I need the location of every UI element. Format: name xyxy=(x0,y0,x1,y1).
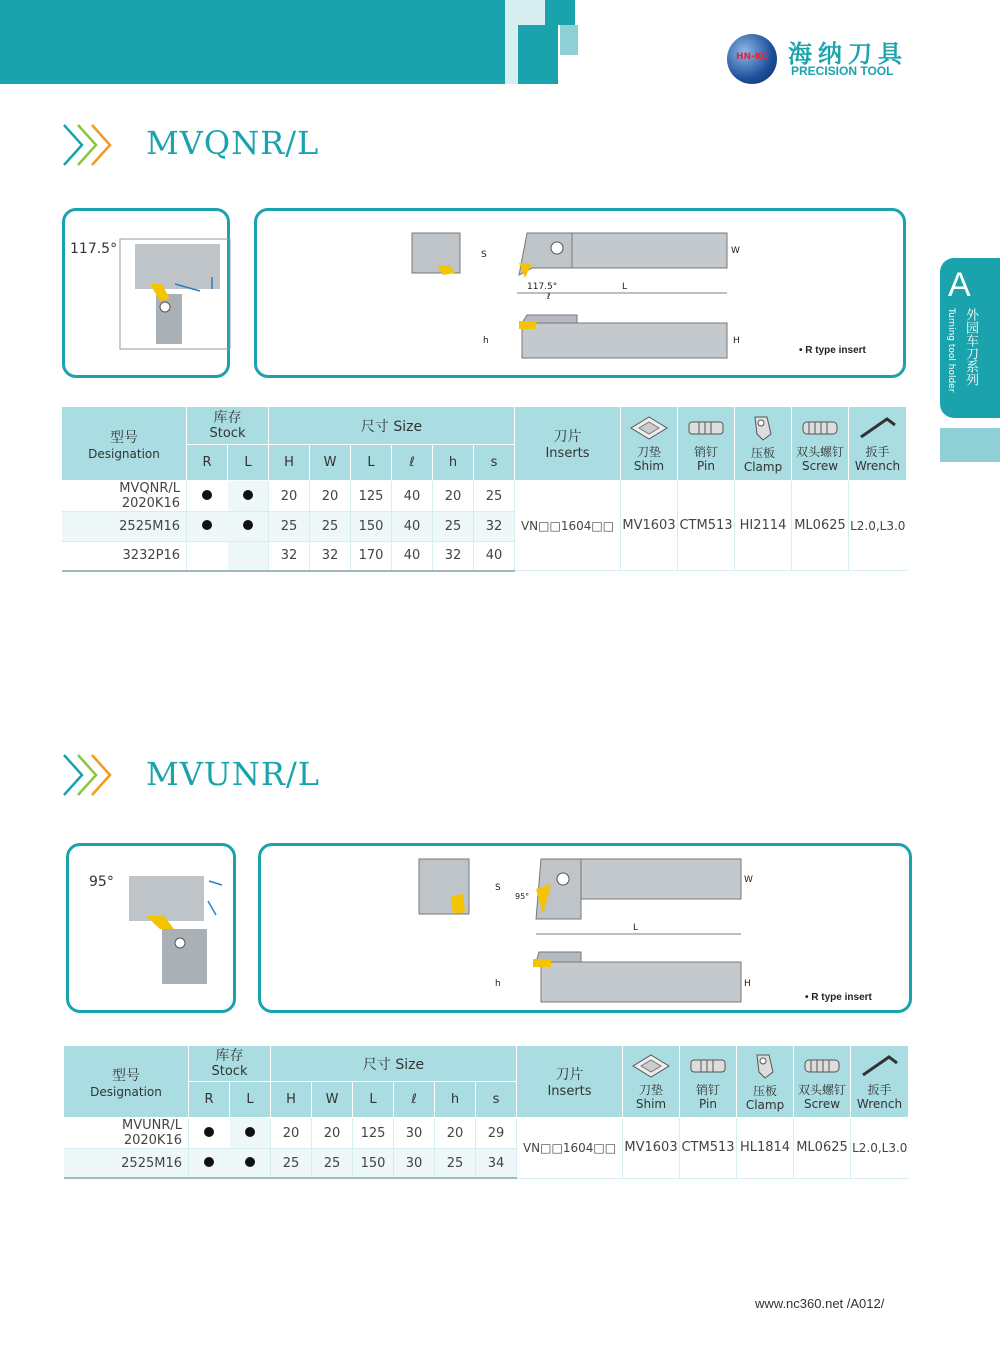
logo-globe xyxy=(727,34,777,84)
cell-h: 25 xyxy=(433,512,474,542)
angle-diagram xyxy=(124,871,234,991)
dim-H-label: H xyxy=(733,336,740,346)
cell-W: 25 xyxy=(312,1149,353,1179)
cell-ell: 40 xyxy=(392,512,433,542)
pin-icon xyxy=(687,1053,729,1079)
header-designation: 型号 Designation xyxy=(62,407,187,481)
angle-label: 117.5° xyxy=(70,241,118,257)
header-wrench: 扳手 Wrench xyxy=(851,1046,909,1118)
cell-screw: ML0625 xyxy=(792,481,849,571)
angle-diagram-box xyxy=(62,208,230,378)
angle-diagram xyxy=(120,239,230,349)
cell-h: 25 xyxy=(435,1149,476,1179)
header-size: 尺寸 Size xyxy=(269,407,515,445)
header-pin: 销钉 Pin xyxy=(678,407,735,481)
col-s: s xyxy=(476,1082,517,1118)
screw-icon xyxy=(801,1053,843,1079)
col-H: H xyxy=(271,1082,312,1118)
cell-stock-l xyxy=(228,481,269,512)
cell-stock-r xyxy=(189,1118,230,1149)
section-title: MVUNR/L xyxy=(146,755,320,793)
wrench-icon xyxy=(859,1053,901,1079)
dim-s-label: S xyxy=(481,250,487,260)
side-tab-label-en: Turning tool holder xyxy=(946,308,956,393)
r-type-note: • R type insert xyxy=(799,345,866,356)
cell-L: 125 xyxy=(351,481,392,512)
dim-ell-label: ℓ xyxy=(547,292,551,302)
section-title: MVQNR/L xyxy=(146,124,320,162)
cell-H: 32 xyxy=(269,541,310,571)
header-wrench: 扳手 Wrench xyxy=(849,407,907,481)
col-h: h xyxy=(435,1082,476,1118)
cell-s: 25 xyxy=(474,481,515,512)
logo-text: HN-KC xyxy=(736,52,768,62)
header-clamp: 压板 Clamp xyxy=(737,1046,794,1118)
dimension-drawing-box xyxy=(258,843,912,1013)
col-ell: ℓ xyxy=(394,1082,435,1118)
side-tab-letter: A xyxy=(948,266,971,304)
angle-label: 95° xyxy=(89,874,114,890)
section-side-tab xyxy=(940,258,1000,418)
wrench-icon xyxy=(857,415,899,441)
cell-H: 20 xyxy=(269,481,310,512)
cell-wrench: L2.0,L3.0 xyxy=(851,1118,909,1179)
cell-s: 34 xyxy=(476,1149,517,1179)
cell-shim: MV1603 xyxy=(623,1118,680,1179)
r-type-note: • R type insert xyxy=(805,992,872,1003)
cell-ell: 30 xyxy=(394,1149,435,1179)
cell-W: 20 xyxy=(310,481,351,512)
clamp-icon xyxy=(747,1052,783,1080)
cell-stock-l xyxy=(228,512,269,542)
col-L: L xyxy=(353,1082,394,1118)
stock-dot-icon xyxy=(245,1157,255,1167)
header-screw: 双头螺钉 Screw xyxy=(794,1046,851,1118)
table-row xyxy=(64,1118,909,1149)
cell-H: 25 xyxy=(269,512,310,542)
cell-s: 40 xyxy=(474,541,515,571)
dimension-drawing xyxy=(407,223,740,363)
cell-screw: ML0625 xyxy=(794,1118,851,1179)
header-inserts: 刀片 Inserts xyxy=(515,407,621,481)
dim-s-label: S xyxy=(495,883,501,893)
table-row xyxy=(62,481,907,512)
stock-dot-icon xyxy=(204,1127,214,1137)
header-bar xyxy=(0,0,505,84)
dimension-drawing xyxy=(411,854,751,1004)
col-ell: ℓ xyxy=(392,445,433,481)
header-pin: 销钉 Pin xyxy=(680,1046,737,1118)
cell-stock-l xyxy=(230,1118,271,1149)
side-strip-deco xyxy=(940,428,1000,462)
brand-name-cn: 海纳刀具 xyxy=(788,40,908,68)
col-L: L xyxy=(351,445,392,481)
shim-icon xyxy=(631,1053,671,1079)
clamp-icon xyxy=(745,414,781,442)
cell-s: 29 xyxy=(476,1118,517,1149)
cell-designation: 3232P16 xyxy=(62,541,187,571)
pin-icon xyxy=(685,415,727,441)
cell-stock-r xyxy=(187,512,228,542)
cell-W: 25 xyxy=(310,512,351,542)
cell-pin: CTM513 xyxy=(678,481,735,571)
cell-ell: 40 xyxy=(392,481,433,512)
cell-inserts: VN□□1604□□ xyxy=(517,1118,623,1179)
dim-l-label: L xyxy=(622,282,628,292)
stock-dot-icon xyxy=(245,1127,255,1137)
spec-table-mvunr xyxy=(63,1045,909,1179)
dim-l-label: L xyxy=(633,923,639,933)
col-H: H xyxy=(269,445,310,481)
header-screw: 双头螺钉 Screw xyxy=(792,407,849,481)
cell-designation: MVQNR/L 2020K16 xyxy=(62,481,187,512)
cell-shim: MV1603 xyxy=(621,481,678,571)
screw-icon xyxy=(799,415,841,441)
dim-angle-label: 117.5° xyxy=(527,282,558,292)
cell-stock-l xyxy=(228,541,269,571)
stock-dot-icon xyxy=(243,520,253,530)
cell-designation: MVUNR/L 2020K16 xyxy=(64,1118,189,1149)
cell-pin: CTM513 xyxy=(680,1118,737,1179)
col-r: R xyxy=(189,1082,230,1118)
spec-table-mvqnr xyxy=(61,406,907,572)
cell-ell: 30 xyxy=(394,1118,435,1149)
cell-h: 20 xyxy=(435,1118,476,1149)
cell-stock-l xyxy=(230,1149,271,1179)
cell-h: 32 xyxy=(433,541,474,571)
stock-dot-icon xyxy=(202,490,212,500)
stock-dot-icon xyxy=(202,520,212,530)
stock-dot-icon xyxy=(243,490,253,500)
header-designation: 型号 Designation xyxy=(64,1046,189,1118)
header-shim: 刀垫 Shim xyxy=(621,407,678,481)
cell-designation: 2525M16 xyxy=(64,1149,189,1179)
col-l: L xyxy=(230,1082,271,1118)
col-r: R xyxy=(187,445,228,481)
cell-clamp: HI2114 xyxy=(735,481,792,571)
dim-w-label: W xyxy=(744,875,753,885)
chevron-arrows-icon xyxy=(60,120,120,170)
cell-s: 32 xyxy=(474,512,515,542)
side-tab-label-cn: 外园车刀系列 xyxy=(963,308,978,386)
cell-W: 32 xyxy=(310,541,351,571)
brand-name-en: PRECISION TOOL xyxy=(791,64,894,78)
header-stock: 库存 Stock xyxy=(187,407,269,445)
cell-inserts: VN□□1604□□ xyxy=(515,481,621,571)
cell-L: 150 xyxy=(351,512,392,542)
cell-L: 170 xyxy=(351,541,392,571)
dim-angle-label: 95° xyxy=(515,892,530,901)
cell-L: 125 xyxy=(353,1118,394,1149)
angle-diagram-box xyxy=(66,843,236,1013)
cell-wrench: L2.0,L3.0 xyxy=(849,481,907,571)
col-W: W xyxy=(310,445,351,481)
header-size: 尺寸 Size xyxy=(271,1046,517,1082)
dimension-drawing-box xyxy=(254,208,906,378)
col-l: L xyxy=(228,445,269,481)
cell-L: 150 xyxy=(353,1149,394,1179)
cell-H: 20 xyxy=(271,1118,312,1149)
dim-w-label: W xyxy=(731,246,740,256)
chevron-arrows-icon xyxy=(60,750,120,800)
shim-icon xyxy=(629,415,669,441)
header-shim: 刀垫 Shim xyxy=(623,1046,680,1118)
cell-stock-r xyxy=(187,481,228,512)
cell-stock-r xyxy=(189,1149,230,1179)
header-stock: 库存 Stock xyxy=(189,1046,271,1082)
cell-h: 20 xyxy=(433,481,474,512)
cell-stock-r xyxy=(187,541,228,571)
cell-ell: 40 xyxy=(392,541,433,571)
col-h: h xyxy=(433,445,474,481)
stock-dot-icon xyxy=(204,1157,214,1167)
col-W: W xyxy=(312,1082,353,1118)
footer-url[interactable]: www.nc360.net /A012/ xyxy=(755,1296,885,1311)
cell-W: 20 xyxy=(312,1118,353,1149)
header-inserts: 刀片 Inserts xyxy=(517,1046,623,1118)
dim-h-label: h xyxy=(495,979,501,989)
dim-H-label: H xyxy=(744,979,751,989)
cell-H: 25 xyxy=(271,1149,312,1179)
col-s: s xyxy=(474,445,515,481)
header-clamp: 压板 Clamp xyxy=(735,407,792,481)
header-square-deco xyxy=(505,0,605,84)
cell-designation: 2525M16 xyxy=(62,512,187,542)
cell-clamp: HL1814 xyxy=(737,1118,794,1179)
dim-h-label: h xyxy=(483,336,489,346)
